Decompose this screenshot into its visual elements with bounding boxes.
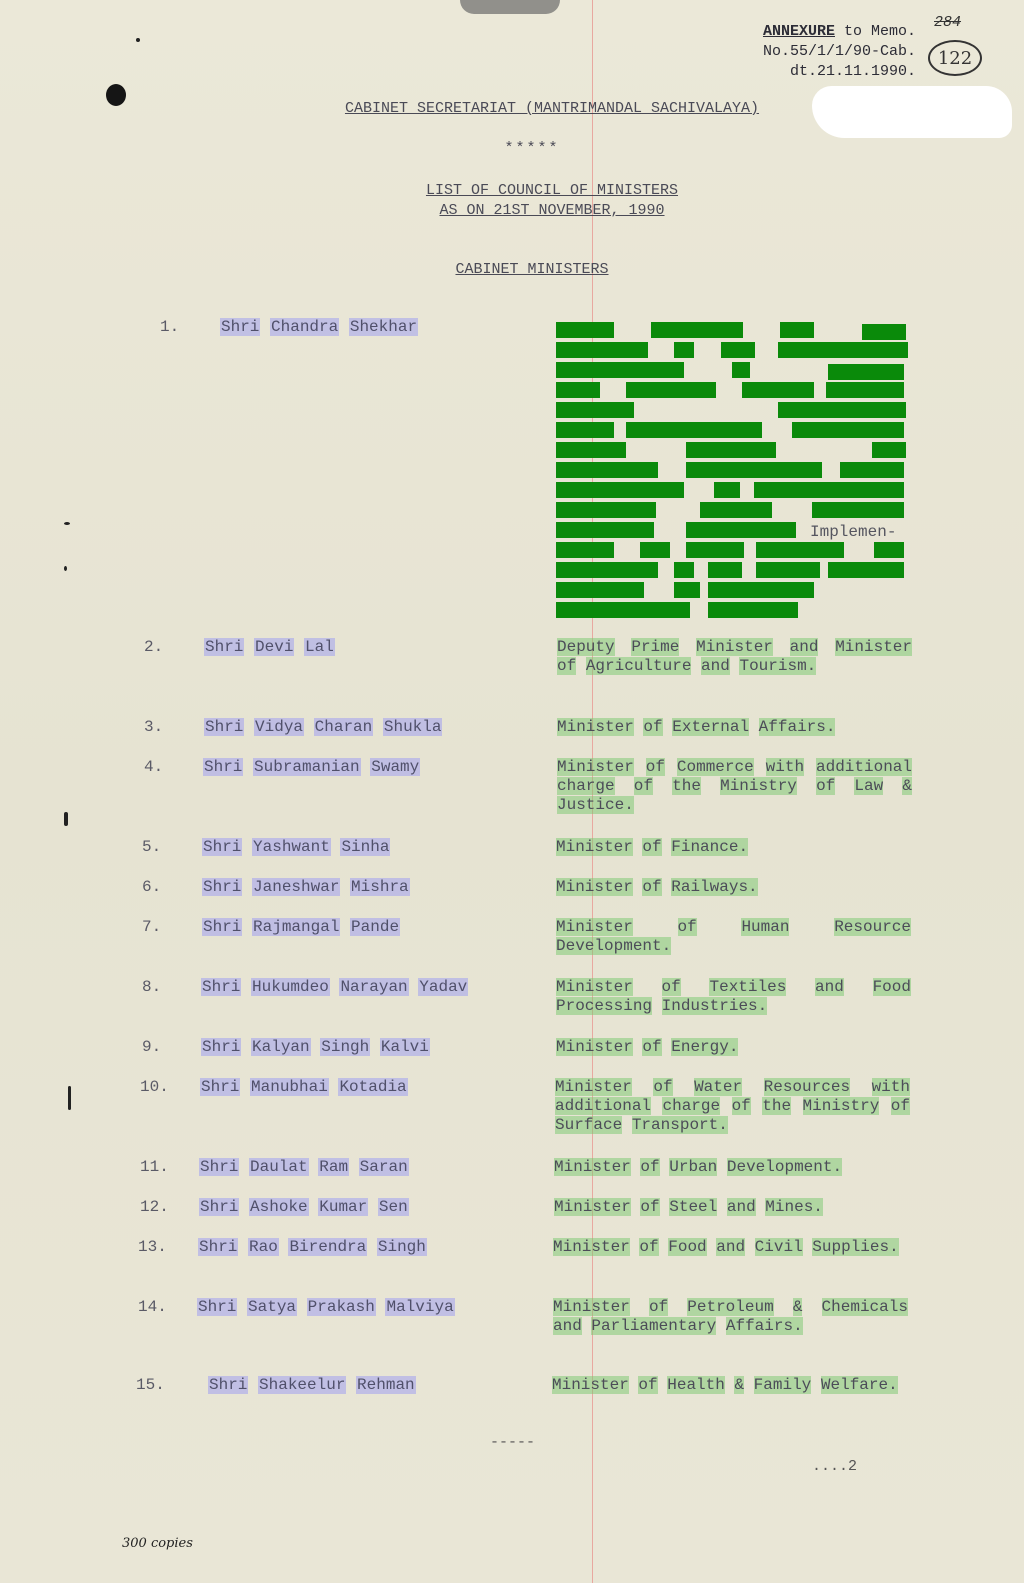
minister-portfolio: Minister of Human Resource Development. — [556, 918, 911, 955]
circled-page-number: 122 — [928, 40, 982, 76]
minister-portfolio: Minister of Railways. — [556, 878, 758, 896]
list-title: LIST OF COUNCIL OF MINISTERS — [425, 182, 679, 199]
minister-number: 11. — [140, 1158, 169, 1176]
minister-number: 10. — [140, 1078, 169, 1096]
minister-name: Shri Janeshwar Mishra — [203, 878, 409, 896]
minister-number: 13. — [138, 1238, 167, 1256]
minister-name: Shri Kalyan Singh Kalvi — [202, 1038, 429, 1056]
minister-name: Shri Vidya Charan Shukla — [205, 718, 442, 736]
ink-speck — [64, 812, 68, 826]
minister-number: 1. — [160, 318, 180, 336]
memo-date: dt.21.11.1990. — [789, 63, 916, 80]
minister-name: Shri Subramanian Swamy — [204, 758, 420, 776]
minister-name: Shri Daulat Ram Saran — [200, 1158, 408, 1176]
minister-name: Shri Hukumdeo Narayan Yadav — [202, 978, 468, 996]
minister-portfolio: Minister of Petroleum & Chemicals and Parliamentary Affairs. — [553, 1298, 908, 1335]
handwritten-copies-note: 300 copies — [122, 1536, 193, 1551]
redacted-portfolio — [556, 322, 916, 622]
minister-portfolio: Minister of Steel and Mines. — [554, 1198, 823, 1216]
minister-name: Shri Rao Birendra Singh — [199, 1238, 426, 1256]
minister-number: 5. — [142, 838, 162, 856]
minister-portfolio: Minister of Water Resources with additional charge of the Ministry of Surface Transport. — [555, 1078, 910, 1134]
end-dashes: ----- — [490, 1434, 536, 1451]
stars-divider: ***** — [504, 140, 560, 157]
minister-portfolio: Minister of Health & Family Welfare. — [552, 1376, 898, 1394]
section-heading: CABINET MINISTERS — [455, 261, 609, 278]
minister-portfolio: Minister of Finance. — [556, 838, 749, 856]
minister-name: Shri Satya Prakash Malviya — [198, 1298, 454, 1316]
ink-speck — [64, 566, 67, 571]
continued-marker: ....2 — [812, 1458, 858, 1475]
minister-number: 9. — [142, 1038, 162, 1056]
memo-number: No.55/1/1/90-Cab. — [762, 43, 916, 60]
annexure-to-memo: to Memo. — [834, 23, 916, 40]
secretariat-heading: CABINET SECRETARIAT (MANTRIMANDAL SACHIVALAYA) — [344, 100, 760, 117]
minister-portfolio: Minister of Energy. — [556, 1038, 739, 1056]
minister-portfolio: Minister of Commerce with additional charge of the Ministry of Law & Justice. — [557, 758, 912, 814]
minister-name: Shri Manubhai Kotadia — [201, 1078, 407, 1096]
minister-portfolio: Minister of External Affairs. — [557, 718, 836, 736]
redacted-visible-fragment: Implemen- — [810, 523, 897, 541]
minister-number: 12. — [140, 1198, 169, 1216]
minister-name: Shri Yashwant Sinha — [203, 838, 390, 856]
minister-portfolio: Deputy Prime Minister and Minister of Agriculture and Tourism. — [557, 638, 912, 675]
minister-number: 6. — [142, 878, 162, 896]
list-date: AS ON 21ST NOVEMBER, 1990 — [439, 202, 665, 219]
minister-number: 7. — [142, 918, 162, 936]
minister-number: 4. — [144, 758, 164, 776]
minister-portfolio: Minister of Textiles and Food Processing Industries. — [556, 978, 911, 1015]
minister-name: Shri Chandra Shekhar — [221, 318, 418, 336]
minister-name: Shri Ashoke Kumar Sen — [200, 1198, 408, 1216]
struck-page-number: 284 — [934, 14, 962, 31]
minister-number: 2. — [144, 638, 164, 656]
minister-name: Shri Devi Lal — [205, 638, 334, 656]
ink-speck — [136, 38, 140, 42]
minister-portfolio: Minister of Urban Development. — [554, 1158, 843, 1176]
annexure-label: ANNEXURE — [762, 23, 835, 40]
annexure-reference — [763, 22, 916, 82]
minister-name: Shri Shakeelur Rehman — [209, 1376, 415, 1394]
minister-number: 15. — [136, 1376, 165, 1394]
ink-speck — [64, 522, 70, 525]
ink-speck — [68, 1086, 71, 1110]
minister-portfolio: Minister of Food and Civil Supplies. — [553, 1238, 899, 1256]
minister-name: Shri Rajmangal Pande — [203, 918, 400, 936]
scan-edge-shadow — [460, 0, 560, 14]
minister-number: 3. — [144, 718, 164, 736]
minister-number: 14. — [138, 1298, 167, 1316]
minister-number: 8. — [142, 978, 162, 996]
